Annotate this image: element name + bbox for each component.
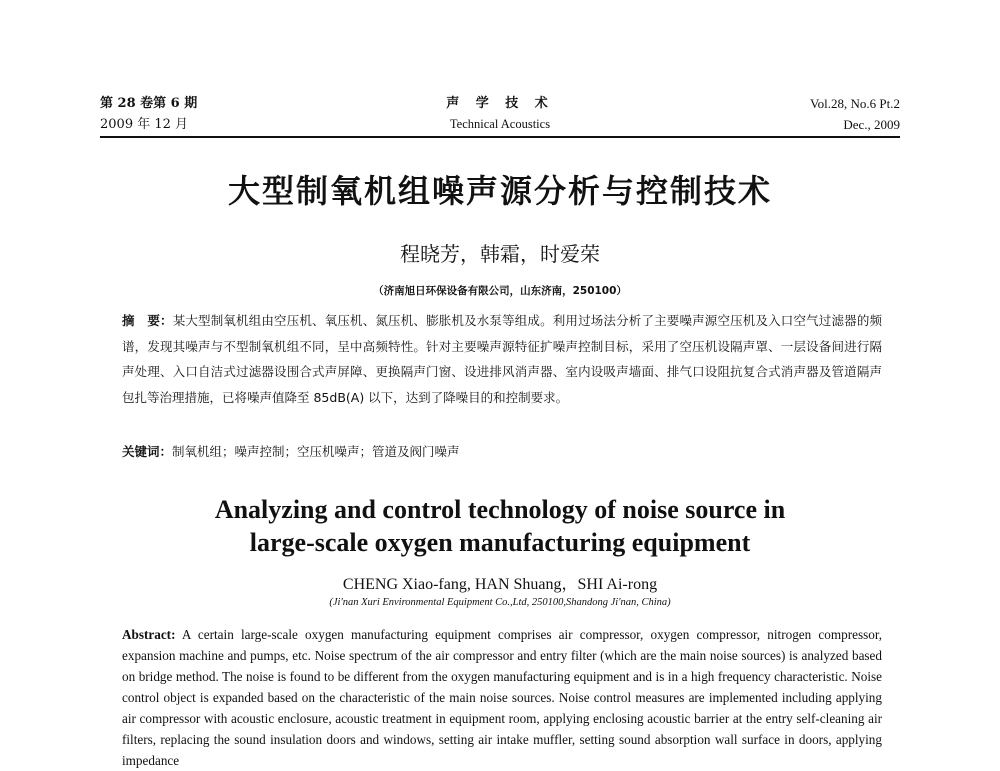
journal-name-en: Technical Acoustics	[449, 117, 551, 131]
english-abstract	[122, 624, 882, 771]
english-authors: CHENG Xiao-fang, HAN Shuang，SHI Ai-rong	[342, 576, 658, 593]
english-title-line-2: large-scale oxygen manufacturing equipment	[249, 528, 751, 557]
chinese-affiliation: （济南旭日环保设备有限公司，山东济南，250100）	[373, 285, 627, 297]
header-rule	[100, 136, 900, 138]
page-header	[100, 93, 900, 135]
volume-cn: 第 28 卷第 6 期	[100, 96, 198, 111]
english-title-line-1: Analyzing and control technology of noise source in	[214, 495, 786, 524]
english-abstract-label: Abstract:	[122, 627, 176, 642]
date-cn: 2009 年 12 月	[100, 117, 189, 132]
english-affiliation: (Ji'nan Xuri Environmental Equipment Co.,Ltd, 250100,Shandong Ji'nan, China)	[329, 597, 671, 608]
header-center	[100, 93, 900, 135]
chinese-abstract-text: 某大型制氧机组由空压机、氧压机、氮压机、膨胀机及水泵等组成。利用过场法分析了主要噪声源空压机及入口空气过滤器的频谱，发现其噪声与不型制氧机组不同，呈中高频特性。针对主要噪声源特征扩噪声控制目标，采用了空压机设隔声罩、一层设备间进行隔声处理、入口自洁式过滤器设围合式声屏障、更换隔声门窗、设进排风消声器、室内设吸声墙面、排气口设阻抗复合式消声器及管道隔声包扎等治理措施，已将噪声值降至 85dB(A) 以下，达到了降噪目的和控制要求。	[122, 313, 882, 405]
journal-name-cn: 声 学 技 术	[446, 96, 554, 111]
date-en: Dec., 2009	[843, 117, 900, 132]
chinese-abstract	[122, 308, 882, 410]
chinese-keywords	[122, 439, 882, 464]
english-title	[0, 493, 1000, 559]
volume-en: Vol.28, No.6 Pt.2	[809, 96, 900, 111]
chinese-authors: 程晓芳，韩霜，时爱荣	[400, 242, 600, 266]
chinese-title: 大型制氧机组噪声源分析与控制技术	[227, 172, 772, 210]
english-abstract-text: A certain large-scale oxygen manufacturing equipment comprises air compressor, oxygen compressor, nitrogen compressor, expansion machine and pumps, etc. Noise spectrum of the air compressor and entry filter (which are the main noise sources) is analyzed based on bridge method. The noise is found to be different from the oxygen manufacturing equipment and is in a high frequency characteristic. Noise control object is expanded based on the characteristic of the main noise sources. Noise control measures are implemented including applying air compressor with acoustic enclosure, acoustic treatment in equipment room, applying enclosing acoustic barrier at the entry self-cleaning air filters, replacing the sound insulation doors and windows, setting air intake muffler, setting sound absorption wall surface in doors, applying impedance	[122, 627, 882, 768]
header-right	[810, 93, 900, 135]
chinese-abstract-label: 摘 要：	[122, 313, 173, 328]
chinese-keywords-text: 制氧机组；噪声控制；空压机噪声；管道及阀门噪声	[172, 444, 460, 459]
chinese-keywords-label: 关键词：	[122, 444, 173, 459]
